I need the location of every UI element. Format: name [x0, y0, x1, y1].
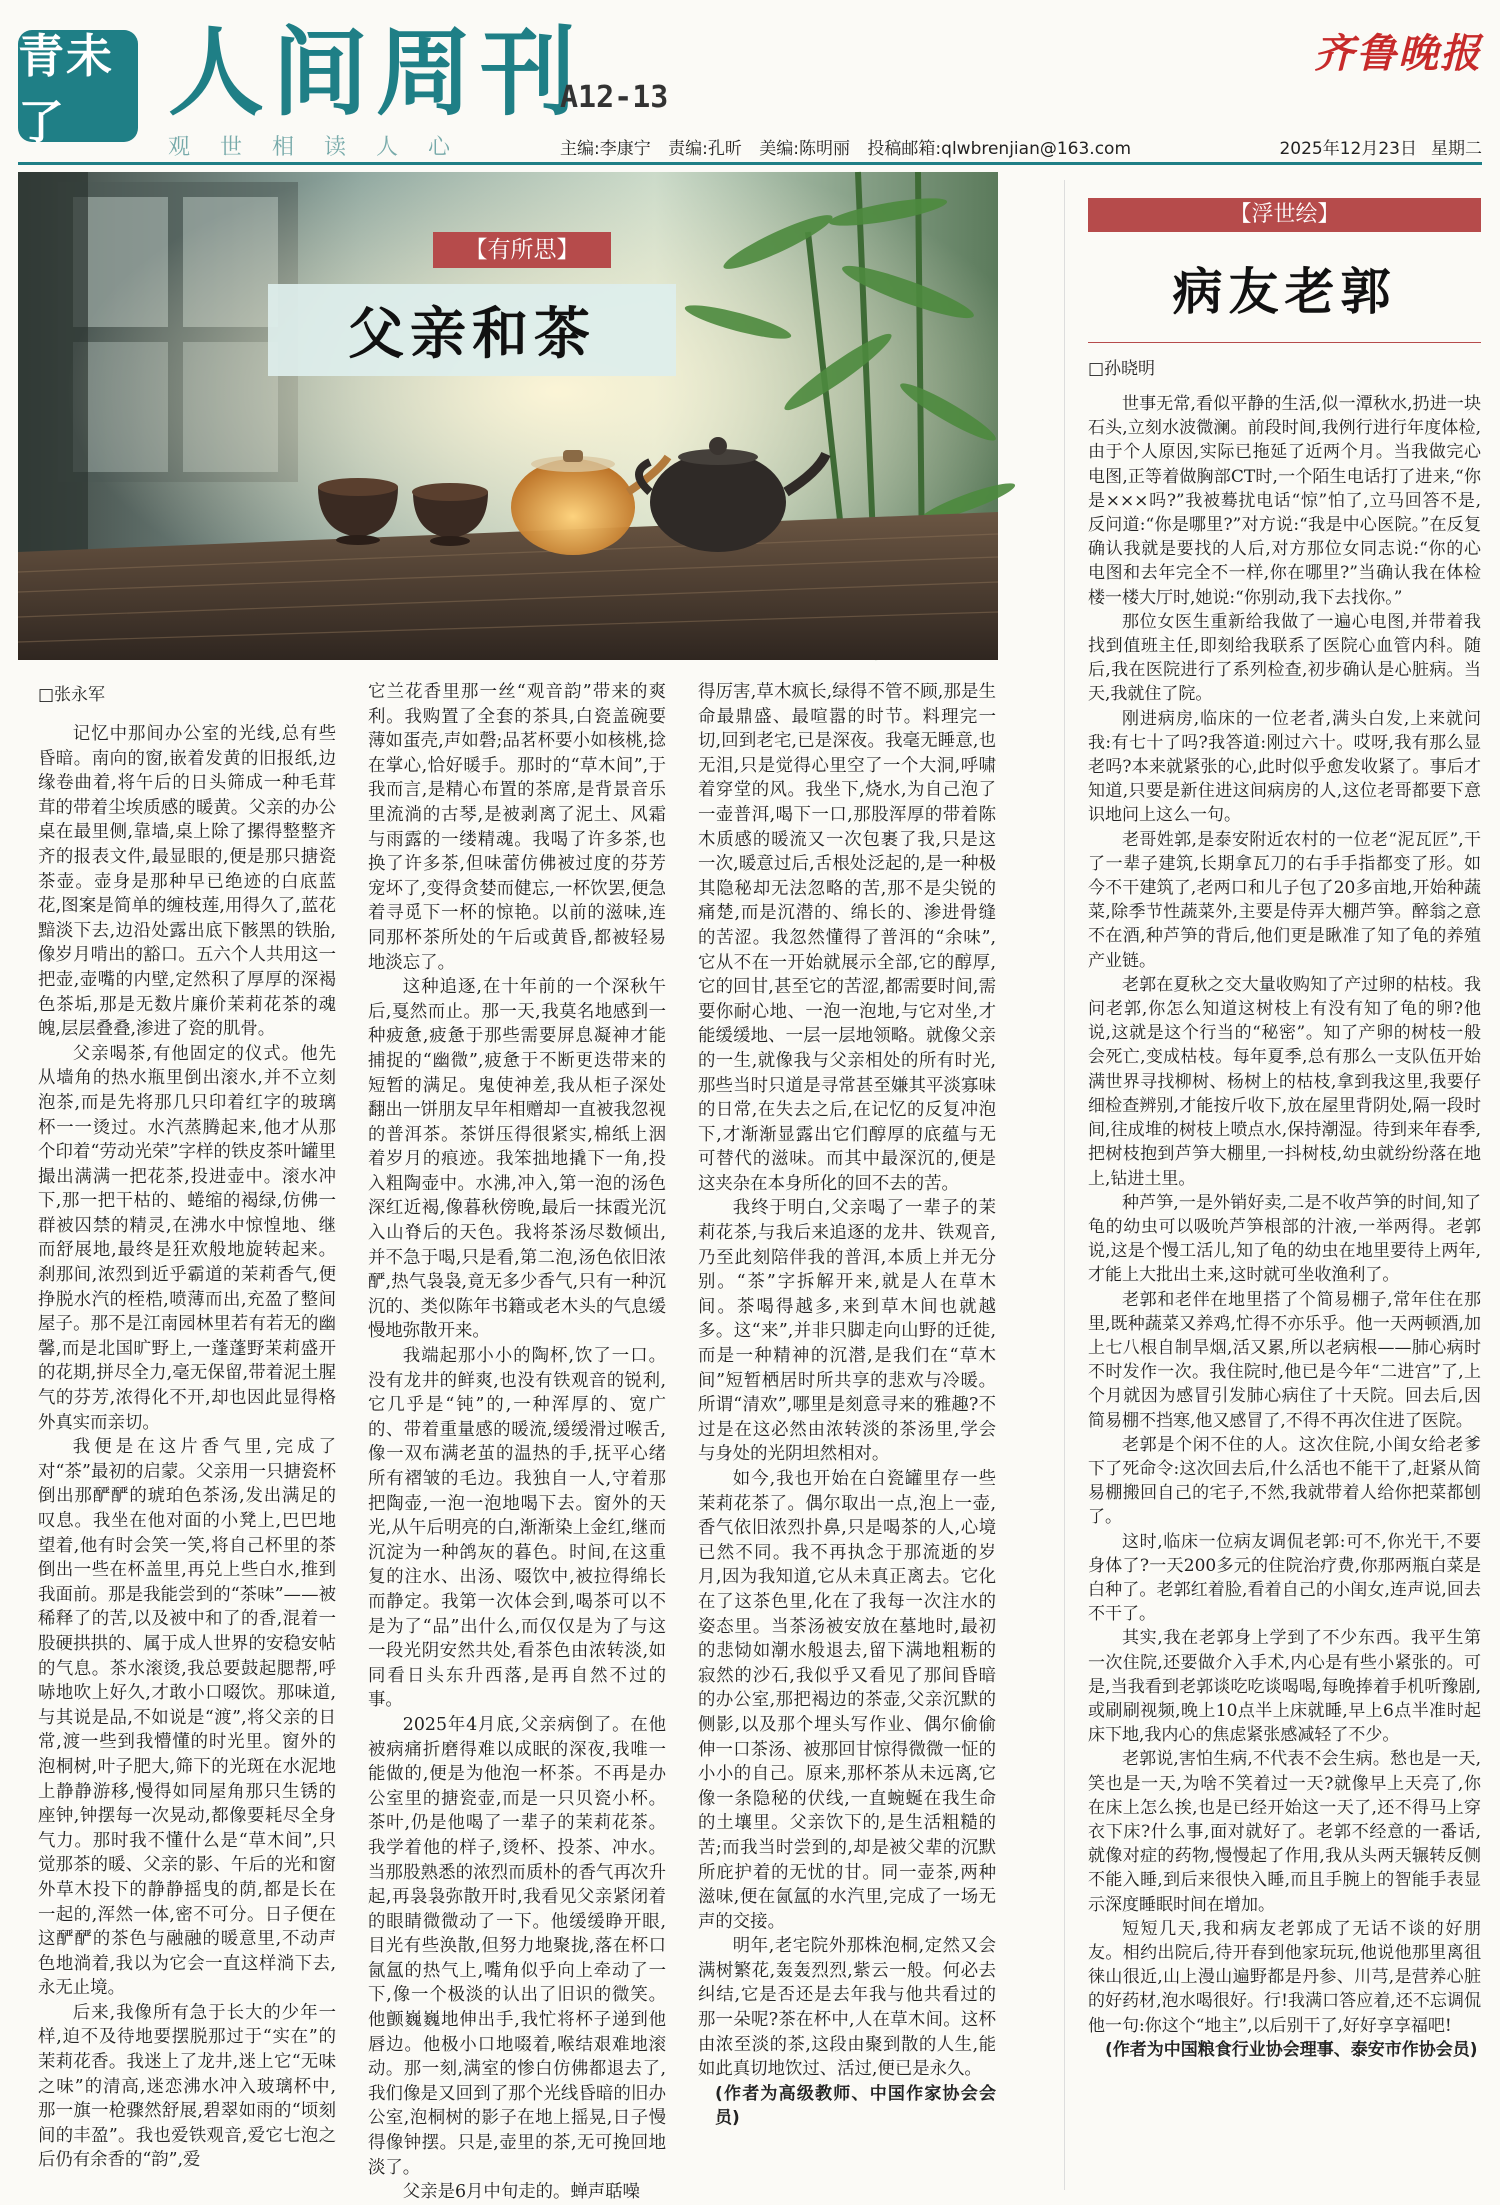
right-author: □孙晓明 [1088, 359, 1156, 379]
page-number: A12-13 [560, 80, 669, 115]
paragraph: 记忆中那间办公室的光线,总有些昏暗。南向的窗,嵌着发黄的旧报纸,边缘卷曲着,将午后的日头筛成一种毛茸茸的带着尘埃质感的暖黄。父亲的办公桌在最里侧,靠墙,桌上除了摞得整整齐齐的报表文件,最显眼的,便是那只搪瓷茶壶。壶身是那种早已绝迹的白底蓝花,图案是简单的缠枝莲,用得久了,蓝花黯淡下去,边沿处露出底下骸黑的铁胎,像岁月啃出的豁口。五六个人共用这一把壶,壶嘴的内壁,定然积了厚厚的深褐色茶垢,那是无数片廉价茉莉花茶的魂魄,层层叠叠,渗进了瓷的肌骨。 [38, 724, 336, 1040]
paragraph: 这时,临床一位病友调侃老郭:可不,你光干,不要身体了?一天200多元的住院治疗费,你那两瓶白菜是白种了。老郭红着脸,看着自己的小闺女,连声说,回去不干了。 [1088, 1531, 1481, 1625]
left-column-tag: 【有所思】 [433, 232, 611, 268]
right-column-tag: 【浮世绘】 [1088, 198, 1481, 232]
paragraph: 短短几天,我和病友老郭成了无话不谈的好朋友。相约出院后,待开春到他家玩玩,他说他那里离徂徕山很近,山上漫山遍野都是丹参、川芎,是营养心脏的好药材,泡水喝很好。行!我满口答应着,还不忘调侃他一句:你这个“地主”,以后别干了,好好享享福吧! [1088, 1918, 1481, 2036]
paragraph: 父亲是6月中旬走的。蝉声聒噪 [402, 2182, 640, 2203]
art-editor: 美编:陈明丽 [759, 139, 851, 159]
duty-editor: 责编:孔昕 [668, 139, 742, 159]
hero-image [18, 172, 998, 660]
right-article-body [1088, 392, 1481, 2182]
editor-credits [560, 134, 1143, 159]
right-title-rule [1088, 342, 1481, 343]
paragraph: 明年,老宅院外那株泡桐,定然又会满树繁花,轰轰烈烈,紫云一般。何必去纠结,它是否还是去年我与他共看过的那一朵呢?茶在杯中,人在草木间。这杯由浓至淡的茶,这段由聚到散的人生,能如此真切地饮过、活过,便已是永久。 [698, 1936, 996, 2080]
newspaper-logo: 齐鲁晚报 [1314, 30, 1482, 77]
left-article-title: 父亲和茶 [348, 301, 596, 367]
masthead-rule [18, 162, 1482, 165]
left-article-column-2 [368, 680, 666, 2203]
paragraph: 我端起那小小的陶杯,饮了一口。没有龙井的鲜爽,也没有铁观音的锐利,它几乎是“钝”的,一种浑厚的、宽广的、带着重量感的暖流,缓缓滑过喉舌,像一双布满老茧的温热的手,抚平心绪所有褶皱的毛边。我独自一人,守着那把陶壶,一泡一泡地喝下去。窗外的天光,从午后明亮的白,渐渐染上金红,继而沉淀为一种鸽灰的暮色。时间,在这重复的注水、出汤、啜饮中,被拉得绵长而静定。我第一次体会到,喝茶可以不是为了“品”出什么,而仅仅是为了与这一段光阴安然共处,看茶色由浓转淡,如同看日头东升西落,是再自然不过的事。 [368, 1346, 666, 1711]
paragraph: 我便是在这片香气里,完成了对“茶”最初的启蒙。父亲用一只搪瓷杯倒出那酽酽的琥珀色茶汤,发出满足的叹息。我坐在他对面的小凳上,巴巴地望着,他有时会笑一笑,将自己杯里的茶倒出一些在杯盖里,再兑上些白水,推到我面前。那是我能尝到的“茶味”——被稀释了的苦,以及被中和了的香,混着一股硬拱拱的、属于成人世界的安稳安帖的气息。茶水滚烫,我总要鼓起腮帮,呼哧地吹上好久,才敢小口啜饮。那味道,与其说是品,不如说是“渡”,将父亲的日常,渡一些到我懵懂的时光里。窗外的泡桐树,叶子肥大,筛下的光斑在水泥地上静静游移,慢得如同屋角那只生锈的座钟,钟摆每一次晃动,都像要耗尽全身气力。那时我不懂什么是“草木间”,只觉那茶的暖、父亲的影、午后的光和窗外草木投下的静静摇曳的荫,都是长在一起的,浑然一体,密不可分。日子便在这酽酽的茶色与融融的暖意里,不动声色地淌着,我以为它会一直这样淌下去,永无止境。 [38, 1437, 336, 1999]
section-slogan: 观世相读人心 [168, 135, 481, 160]
paragraph: 种芦笋,一是外销好卖,二是不收芦笋的时间,知了龟的幼虫可以吸吮芦笋根部的汁液,一举两得。老郭说,这是个慢工活儿,知了龟的幼虫在地里要待上两年,才能上大批出土来,这时就可坐收渔利了。 [1088, 1192, 1481, 1286]
column-divider [1064, 180, 1065, 2190]
paragraph: 我终于明白,父亲喝了一辈子的茉莉花茶,与我后来追逐的龙井、铁观音,乃至此刻陪伴我的普洱,本质上并无分别。“茶”字拆解开来,就是人在草木间。茶喝得越多,来到草木间也就越多。这“来”,并非只脚走向山野的迁徙,而是一种精神的沉潜,是我们在“草木间”短暂栖居时所共享的悲欢与冷暖。所谓“清欢”,哪里是刻意寻来的雅趣?不过是在这必然由浓转淡的茶汤里,学会与身处的光阴坦然相对。 [698, 1198, 996, 1465]
left-title-panel [268, 284, 676, 376]
paragraph: 2025年4月底,父亲病倒了。在他被病痛折磨得难以成眠的深夜,我唯一能做的,便是为他泡一杯茶。不再是办公室里的搪瓷壶,而是一只贝瓷小杯。茶叶,仍是他喝了一辈子的茉莉花茶。我学着他的样子,烫杯、投茶、冲水。当那股熟悉的浓烈而质朴的香气再次升起,再袅袅弥散开时,我看见父亲紧闭着的眼睛微微动了一下。他缓缓睁开眼,目光有些涣散,但努力地聚拢,落在杯口氤氲的热气上,嘴角似乎向上牵动了一下,像一个极淡的认出了旧识的微笑。他颤巍巍地伸出手,我忙将杯子递到他唇边。他极小口地啜着,喉结艰难地滚动。那一刻,满室的惨白仿佛都退去了,我们像是又回到了那个光线昏暗的旧办公室,泡桐树的影子在地上摇晃,日子慢得像钟摆。只是,壶里的茶,无可挽回地淡了。 [368, 1714, 666, 2178]
paragraph: 后来,我像所有急于长大的少年一样,迫不及待地要摆脱那过于“实在”的茉莉花香。我迷上了龙井,迷上它“无味之味”的清高,迷恋沸水冲入玻璃杯中,那一旗一枪骤然舒展,碧翠如雨的“顷刻间的丰盈”。我也爱铁观音,爱它七泡之后仍有余香的“韵”,爱 [38, 2002, 336, 2171]
paragraph: 老郭在夏秋之交大量收购知了产过卵的枯枝。我问老郭,你怎么知道这树枝上有没有知了龟的卵?他说,这就是这个行当的“秘密”。知了产卵的树枝一般会死亡,变成枯枝。每年夏季,总有那么一支队伍开始满世界寻找柳树、杨树上的枯枝,拿到我这里,我要仔细检查辨别,才能按斤收下,放在屋里背阴处,隔一段时间,往成堆的树枝上喷点水,保持潮湿。待到来年春季,把树枝抱到芦笋大棚里,一抖树枝,幼虫就纷纷落在地上,钻进土里。 [1088, 974, 1481, 1189]
paragraph: 老哥姓郭,是泰安附近农村的一位老“泥瓦匠”,干了一辈子建筑,长期拿瓦刀的右手手指都变了形。如今不干建筑了,老两口和儿子包了20多亩地,开始种蔬菜,除季节性蔬菜外,主要是侍弄大棚芦笋。醉翁之意不在酒,种芦笋的背后,他们更是瞅准了知了龟的养殖产业链。 [1088, 829, 1481, 971]
paragraph: 老郭和老伴在地里搭了个简易棚子,常年住在那里,既种蔬菜又养鸡,忙得不亦乐乎。他一天两顿酒,加上七八根自制旱烟,活又累,所以老病根——肺心病时不时发作一次。我住院时,他已是今年“二进宫”了,上个月就因为感冒引发肺心病住了十天院。回去后,因简易棚不挡寒,他又感冒了,不得不再次住进了医院。 [1088, 1289, 1481, 1431]
paragraph: 老郭是个闲不住的人。这次住院,小闺女给老爹下了死命令:这次回去后,什么活也不能干了,赶紧从简易棚搬回自己的宅子,不然,我就带着人给你把菜都刨了。 [1088, 1434, 1481, 1528]
paragraph: 它兰花香里那一丝“观音韵”带来的爽利。我购置了全套的茶具,白瓷盖碗要薄如蛋壳,声如磬;品茗杯要小如核桃,捻在掌心,恰好暖手。那时的“草木间”,于我而言,是精心布置的茶席,是背景音乐里流淌的古琴,是被剥离了泥土、风霜与雨露的一缕精魂。我喝了许多茶,也换了许多茶,但味蕾仿佛被过度的芬芳宠坏了,变得贪婪而健忘,一杯饮罢,便急着寻觅下一杯的惊艳。以前的滋味,连同那杯茶所处的午后或黄昏,都被轻易地淡忘了。 [368, 682, 666, 973]
paragraph: 父亲喝茶,有他固定的仪式。他先从墙角的热水瓶里倒出滚水,并不立刻泡茶,而是先将那几只印着红字的玻璃杯一一烫过。水汽蒸腾起来,他才从那个印着“劳动光荣”字样的铁皮茶叶罐里撮出满满一把花茶,投进壶中。滚水冲下,那一把干枯的、蜷缩的褐绿,仿佛一群被囚禁的精灵,在沸水中惊惶地、继而舒展地,最终是狂欢般地旋转起来。刹那间,浓烈到近乎霸道的茉莉香气,便挣脱水汽的桎梏,喷薄而出,充盈了整间屋子。那不是江南园林里若有若无的幽馨,而是北国旷野上,一蓬蓬野茉莉盛开的花期,拼尽全力,毫无保留,带着泥土腥气的芬芳,浓得化不开,却也因此显得格外真实而亲切。 [38, 1043, 336, 1433]
paragraph: 那位女医生重新给我做了一遍心电图,并带着我找到值班主任,即刻给我联系了医院心血管内科。随后,我在医院进行了系列检查,初步确认是心脏病。当天,我就住了院。 [1088, 611, 1481, 705]
left-article-column-1 [38, 722, 336, 2172]
date-text: 2025年12月23日 [1279, 139, 1417, 159]
author-note: (作者为高级教师、中国作家协会会员) [715, 2083, 996, 2129]
paragraph: 老郭说,害怕生病,不代表不会生病。愁也是一天,笑也是一天,为啥不笑着过一天?就像早上天亮了,你在床上怎么挨,也是已经开始这一天了,还不得马上穿衣下床?什么事,面对就好了。老郭不经意的一番话,就像对症的药物,慢慢起了作用,我从头两天辗转反侧不能入睡,到后来很快入睡,而且手腕上的智能手表显示深度睡眠时间在增加。 [1088, 1749, 1481, 1915]
paragraph: 世事无常,看似平静的生活,似一潭秋水,扔进一块石头,立刻水波微澜。前段时间,我例行进行年度体检,由于个人原因,实际已拖延了近两个月。当我做完心电图,正等着做胸部CT时,一个陌生电话打了进来,“你是×××吗?”我被蓦扰电话“惊”怕了,立马回答不是,反问道:“你是哪里?”对方说:“我是中心医院。”在反复确认我就是要找的人后,对方那位女同志说:“你的心电图和去年完全不一样,你在哪里?”当确认我在体检楼一楼大厅时,她说:“你别动,我下去找你。” [1088, 394, 1481, 608]
chief-editor: 主编:李康宁 [560, 139, 651, 159]
paragraph: 如今,我也开始在白瓷罐里存一些茉莉花茶了。偶尔取出一点,泡上一壶,香气依旧浓烈扑鼻,只是喝茶的人,心境已然不同。我不再执念于那流逝的岁月,因为我知道,它从未真正离去。它化在了这茶色里,化在了我每一次注水的姿态里。当茶汤被安放在墓地时,最初的悲恸如潮水般退去,留下满地粗粝的寂然的沙石,我似乎又看见了那间昏暗的办公室,那把褐边的茶壶,父亲沉默的侧影,以及那个埋头写作业、偶尔偷偷伸一口茶汤、被那回甘惊得微微一怔的小小的自己。原来,那杯茶从未远离,它像一条隐秘的伏线,一直蜿蜒在我生命的土壤里。父亲饮下的,是生活粗糙的苦;而我当时尝到的,却是被父辈的沉默所庇护着的无忧的甘。同一壶茶,两种滋味,便在氤氲的水汽里,完成了一场无声的交接。 [698, 1469, 996, 1932]
left-author: □张永军 [38, 685, 106, 705]
paragraph: 刚进病房,临床的一位老者,满头白发,上来就问我:有七十了吗?我答道:刚过六十。哎呀,我有那么显老吗?本来就紧张的心,此时似乎愈发收紧了。事后才知道,只要是新住进这间病房的人,这位老哥都要下意识地问上这么一句。 [1088, 708, 1481, 826]
issue-date [1265, 134, 1482, 159]
weekday-text: 星期二 [1431, 139, 1482, 159]
paragraph: 得厉害,草木疯长,绿得不管不顾,那是生命最鼎盛、最喧嚣的时节。料理完一切,回到老宅,已是深夜。我毫无睡意,也无泪,只是觉得心里空了一个大洞,呼啸着穿堂的风。我坐下,烧水,为自己泡了一壶普洱,喝下一口,那股浑厚的带着陈木质感的暖流又一次包裹了我,只是这一次,暖意过后,舌根处泛起的,是一种极其隐秘却无法忽略的苦,那不是尖锐的痛楚,而是沉潜的、绵长的、渗进骨缝的苦涩。我忽然懂得了普洱的“余味”,它从不在一开始就展示全部,它的醇厚,它的回甘,甚至它的苦涩,都需要时间,需要你耐心地、一泡一泡地,与它对坐,才能缓缓地、一层一层地领略。就像父亲的一生,就像我与父亲相处的所有时光,那些当时只道是寻常甚至嫌其平淡寡味的日常,在失去之后,在记忆的反复冲泡下,才渐渐显露出它们醇厚的底蕴与无可替代的滋味。而其中最深沉的,便是这夹杂在本身所化的回不去的苦。 [698, 682, 996, 1194]
paragraph: 这种追逐,在十年前的一个深秋午后,戛然而止。那一天,我莫名地感到一种疲惫,疲惫于那些需要屏息凝神才能捕捉的“幽微”,疲惫于不断更迭带来的短暂的满足。鬼使神差,我从柜子深处翻出一饼朋友早年相赠却一直被我忽视的普洱茶。茶饼压得很紧实,棉纸上洇着岁月的痕迹。我笨拙地撬下一角,投入粗陶壶中。水沸,冲入,第一泡的汤色深红近褐,像暮秋傍晚,最后一抹霞光沉入山脊后的天色。我将茶汤尽数倾出,并不急于喝,只是看,第二泡,汤色依旧浓酽,热气袅袅,竟无多少香气,只有一种沉沉的、类似陈年书籍或老木头的气息缓慢地弥散开来。 [368, 977, 666, 1342]
submission-email[interactable]: 投稿邮箱:qlwbrenjian@163.com [867, 139, 1132, 159]
section-title: 人间周刊 [168, 16, 584, 129]
section-logo: 青未了 [18, 30, 138, 142]
author-note: (作者为中国粮食行业协会理事、泰安市作协会员) [1105, 2039, 1478, 2060]
paragraph: 其实,我在老郭身上学到了不少东西。我平生第一次住院,还要做介入手术,内心是有些小紧张的。可是,当我看到老郭谈吃吃谈喝喝,每晚捧着手机听豫剧,或刷刷视频,晚上10点半上床就睡,早上6点半准时起床下地,我内心的焦虑紧张感减轻了不少。 [1088, 1628, 1481, 1746]
right-article-title: 病友老郭 [1172, 262, 1397, 321]
left-article-column-3 [698, 680, 996, 2172]
